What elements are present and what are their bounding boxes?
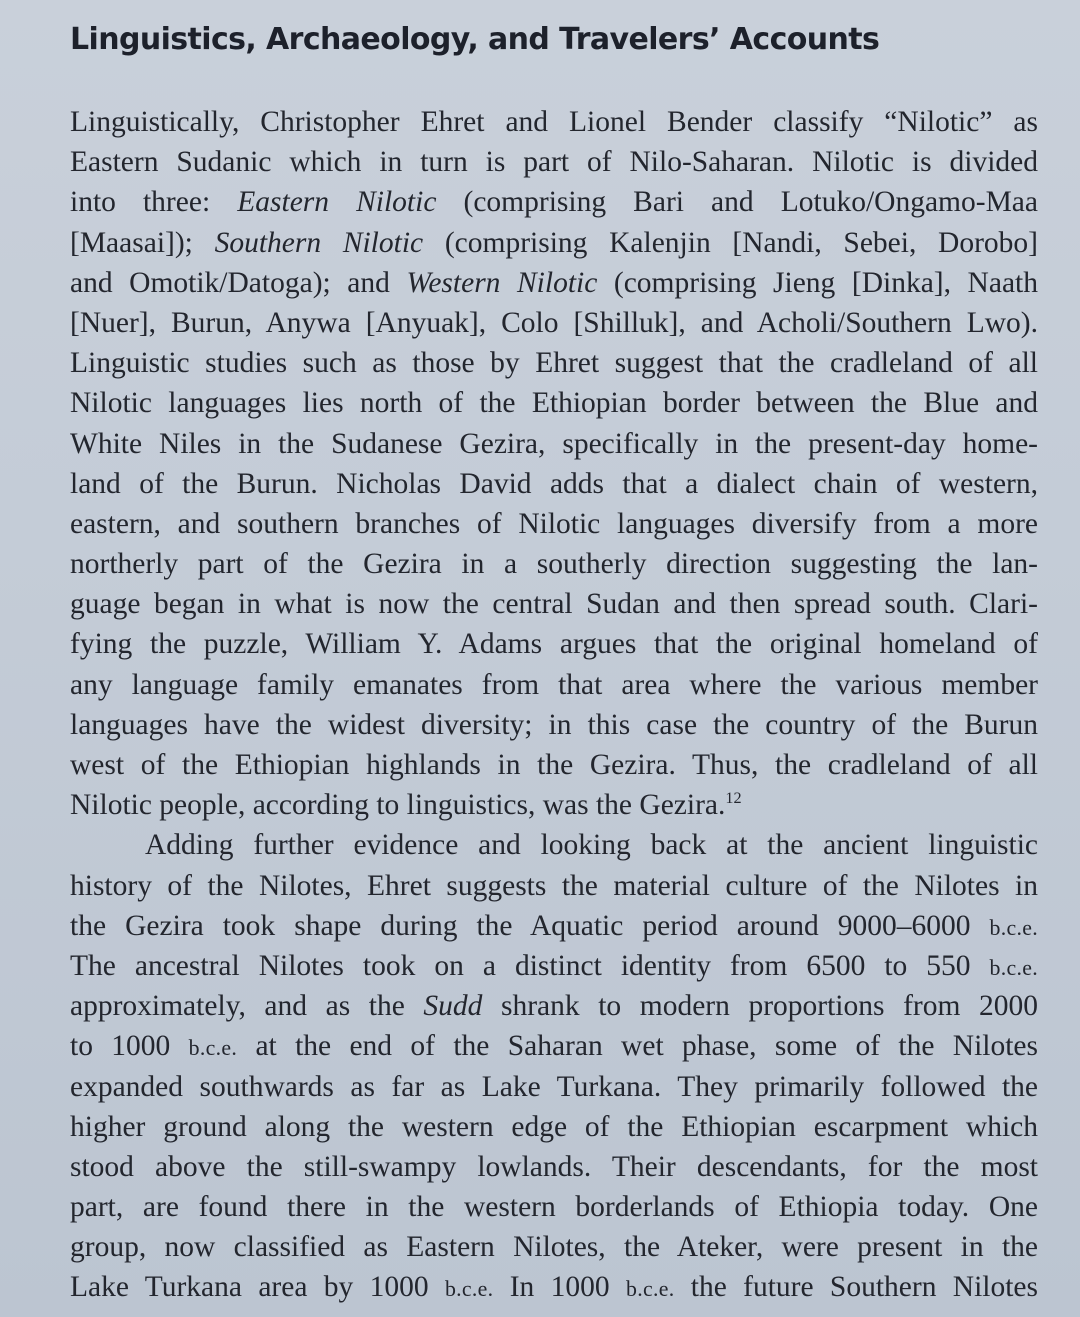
- text-line: Linguistically, Christopher Ehret and Lionel Bender classify “Nilotic” as: [70, 106, 1038, 138]
- era-abbreviation: b.c.e.: [625, 1277, 675, 1302]
- text-line: Linguistic studies such as those by Ehret suggest that the cradleland of all: [70, 347, 1038, 380]
- text-line: expanded southwards as far as Lake Turkana. They primarily followed the: [70, 1070, 1038, 1103]
- text-line: Eastern Sudanic which in turn is part of Nilo-Saharan. Nilotic is divided: [70, 146, 1038, 179]
- italic-term: Sudd: [423, 990, 483, 1023]
- text-line: history of the Nilotes, Ehret suggests the material culture of the Nilotes in: [70, 869, 1038, 902]
- text-line: to 1000 b.c.e. at the end of the Saharan wet phase, some of the Nilotes: [70, 1030, 1039, 1063]
- section-heading: Linguistics, Archaeology, and Travelers’ Accounts: [70, 22, 880, 57]
- text-line: Adding further evidence and looking back at the ancient linguistic: [145, 829, 1038, 862]
- text-line: Nilotic people, according to linguistics, was the Gezira.$^{12}$: [70, 789, 742, 822]
- text-line: part, are found there in the western borderlands of Ethiopia today. One: [70, 1191, 1038, 1224]
- italic-term: Southern Nilotic: [214, 226, 424, 259]
- text-line: land of the Burun. Nicholas David adds that a dialect chain of western,: [70, 467, 1038, 500]
- text-line: fying the puzzle, William Y. Adams argues that the original homeland of: [70, 628, 1038, 661]
- text-line: west of the Ethiopian highlands in the Gezira. Thus, the cradleland of all: [70, 749, 1038, 781]
- era-abbreviation: b.c.e.: [444, 1277, 494, 1302]
- text-line: Lake Turkana area by 1000 b.c.e. In 1000 b.c.e. the future Southern Nilotes: [70, 1271, 1038, 1304]
- era-abbreviation: b.c.e.: [989, 915, 1038, 940]
- text-line: eastern, and southern branches of Nilotic languages diversify from a more: [70, 507, 1038, 540]
- text-line: stood above the still-swampy lowlands. Their descendants, for the most: [70, 1150, 1038, 1183]
- footnote-marker: 12: [725, 789, 742, 808]
- text-line: Nilotic languages lies north of the Ethiopian border between the Blue and: [70, 387, 1038, 420]
- text-line: [Nuer], Burun, Anywa [Anyuak], Colo [Shilluk], and Acholi/Southern Lwo).: [70, 306, 1038, 339]
- body-text: [70, 102, 1038, 1308]
- text-line: languages have the widest diversity; in this case the country of the Burun: [70, 708, 1038, 741]
- text-line: and Omotik/Datoga); and Western Nilotic (comprising Jieng [Dinka], Naath: [70, 266, 1038, 299]
- text-line: group, now classified as Eastern Nilotes, the Ateker, were present in the: [70, 1231, 1038, 1264]
- text-line: higher ground along the western edge of the Ethiopian escarpment which: [70, 1110, 1038, 1143]
- era-abbreviation: b.c.e.: [989, 955, 1038, 980]
- text-line: the Gezira took shape during the Aquatic period around 9000–6000 b.c.e.: [70, 909, 1038, 942]
- paragraph-2: [70, 825, 1038, 1307]
- era-abbreviation: b.c.e.: [188, 1036, 238, 1061]
- text-line: northerly part of the Gezira in a southerly direction suggesting the lan-: [70, 548, 1038, 581]
- text-line: into three: Eastern Nilotic (comprising Bari and Lotuko/Ongamo-Maa: [70, 186, 1038, 219]
- text-line: any language family emanates from that area where the various member: [70, 668, 1038, 701]
- text-line: [Maasai]); Southern Nilotic (comprising Kalenjin [Nandi, Sebei, Dorobo]: [70, 226, 1039, 259]
- text-line: White Niles in the Sudanese Gezira, specifically in the present-day home-: [70, 427, 1038, 460]
- text-line: approximately, and as the Sudd shrank to modern proportions from 2000: [70, 990, 1038, 1023]
- paragraph-1: [70, 102, 1038, 825]
- italic-term: Western Nilotic: [406, 266, 598, 299]
- text-line: The ancestral Nilotes took on a distinct identity from 6500 to 550 b.c.e.: [70, 949, 1038, 982]
- italic-term: Eastern Nilotic: [237, 186, 437, 219]
- text-line: guage began in what is now the central Sudan and then spread south. Clari-: [70, 588, 1038, 621]
